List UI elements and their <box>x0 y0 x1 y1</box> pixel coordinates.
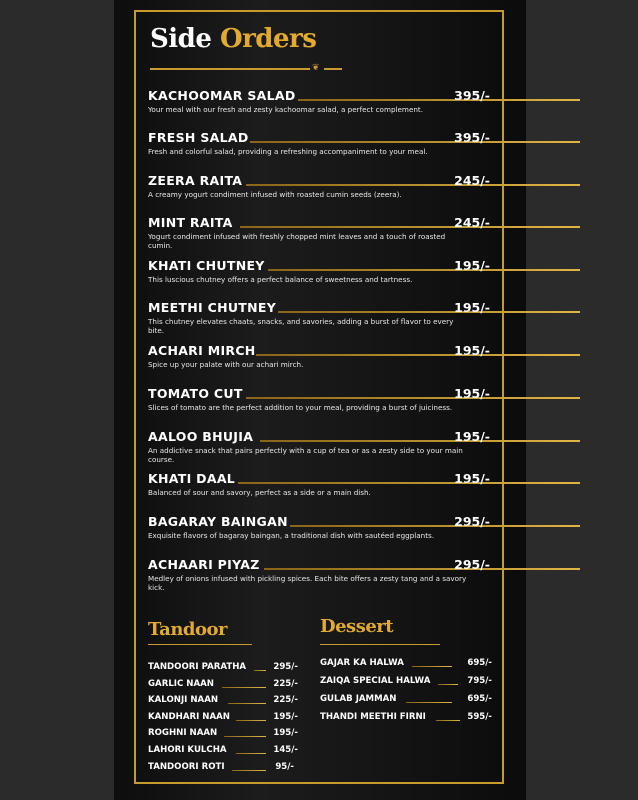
tandoor-leader-line <box>236 720 266 721</box>
dessert-leader-line <box>438 684 458 685</box>
dessert-item-price: 695/- <box>467 658 492 668</box>
dessert-item <box>320 694 492 706</box>
item-leader-line <box>238 482 580 484</box>
item-price: 395/- <box>454 130 490 145</box>
title-divider-left <box>150 68 310 70</box>
item-leader-line <box>260 440 580 442</box>
title-ornament-icon: ❦ <box>312 63 320 73</box>
menu-item <box>148 300 490 335</box>
dessert-title: Dessert <box>320 616 394 637</box>
dessert-item-name: GULAB JAMMAN <box>320 694 397 704</box>
dessert-leader-line <box>412 666 452 667</box>
tandoor-leader-line <box>236 753 266 754</box>
tandoor-item-name: KANDHARI NAAN <box>148 712 230 722</box>
item-leader-line <box>240 226 580 228</box>
item-name: ACHAARI PIYAZ <box>148 557 260 572</box>
item-leader-line <box>264 568 580 570</box>
tandoor-item <box>148 745 298 757</box>
tandoor-item-name: ROGHNI NAAN <box>148 728 218 738</box>
tandoor-item-price: 225/- <box>273 695 298 705</box>
tandoor-leader-line <box>222 687 266 688</box>
item-price: 195/- <box>454 429 490 444</box>
tandoor-item-name: LAHORI KULCHA <box>148 745 227 755</box>
item-description: An addictive snack that pairs perfectly with a cup of tea or as a zesty side to your main course. <box>148 446 463 464</box>
item-description: Your meal with our fresh and zesty kachoomar salad, a perfect complement. <box>148 105 424 114</box>
tandoor-divider <box>148 644 252 645</box>
item-name: KHATI DAAL <box>148 471 236 486</box>
item-price: 195/- <box>454 386 490 401</box>
item-price: 245/- <box>454 173 490 188</box>
dessert-leader-line <box>436 720 460 721</box>
item-leader-line <box>256 354 580 356</box>
tandoor-item <box>148 762 294 774</box>
tandoor-item-price: 295/- <box>273 662 298 672</box>
menu-item <box>148 173 490 199</box>
item-description: Slices of tomato are the perfect addition to your meal, providing a burst of juiciness. <box>148 403 453 412</box>
item-name: ACHARI MIRCH <box>148 343 256 358</box>
tandoor-item <box>148 712 298 724</box>
tandoor-leader-line <box>232 770 266 771</box>
tandoor-leader-line <box>254 670 266 671</box>
dessert-item-price: 695/- <box>467 694 492 704</box>
item-name: AALOO BHUJIA <box>148 429 254 444</box>
item-price: 195/- <box>454 300 490 315</box>
dessert-item-price: 795/- <box>467 676 492 686</box>
page-title <box>150 24 316 54</box>
item-name: ZEERA RAITA <box>148 173 243 188</box>
tandoor-item-price: 95/- <box>275 762 294 772</box>
menu-item <box>148 88 490 114</box>
item-description: A creamy yogurt condiment infused with roasted cumin seeds (zeera). <box>148 190 402 199</box>
dessert-item <box>320 712 492 724</box>
item-name: MINT RAITA <box>148 215 233 230</box>
dessert-item <box>320 676 492 688</box>
menu-item <box>148 514 490 540</box>
tandoor-item-price: 225/- <box>273 679 298 689</box>
item-name: TOMATO CUT <box>148 386 243 401</box>
item-name: KACHOOMAR SALAD <box>148 88 296 103</box>
item-description: Balanced of sour and savory, perfect as a side or a main dish. <box>148 488 371 497</box>
item-price: 395/- <box>454 88 490 103</box>
tandoor-item-name: GARLIC NAAN <box>148 679 214 689</box>
item-description: This luscious chutney offers a perfect balance of sweetness and tartness. <box>148 275 413 284</box>
tandoor-item-price: 195/- <box>273 728 298 738</box>
menu-item <box>148 215 490 250</box>
item-description: Yogurt condiment infused with freshly chopped mint leaves and a touch of roasted cumin. <box>148 232 446 250</box>
tandoor-item <box>148 679 298 691</box>
tandoor-item-price: 145/- <box>273 745 298 755</box>
dessert-leader-line <box>406 702 452 703</box>
item-description: Fresh and colorful salad, providing a refreshing accompaniment to your meal. <box>148 147 428 156</box>
item-description: Medley of onions infused with pickling spices. Each bite offers a zesty tang and a savory kick. <box>148 574 467 592</box>
tandoor-item-name: TANDOORI PARATHA <box>148 662 247 672</box>
tandoor-leader-line <box>228 703 266 704</box>
tandoor-item <box>148 728 298 740</box>
item-price: 295/- <box>454 514 490 529</box>
tandoor-item-name: KALONJI NAAN <box>148 695 219 705</box>
dessert-divider <box>320 644 440 645</box>
tandoor-title: Tandoor <box>148 619 228 640</box>
item-name: MEETHI CHUTNEY <box>148 300 277 315</box>
item-description: Exquisite flavors of bagaray baingan, a traditional dish with sautéed eggplants. <box>148 531 435 540</box>
item-leader-line <box>246 397 580 399</box>
item-leader-line <box>250 141 580 143</box>
item-price: 195/- <box>454 258 490 273</box>
tandoor-leader-line <box>224 736 266 737</box>
dessert-item <box>320 658 492 670</box>
item-price: 195/- <box>454 343 490 358</box>
dessert-item-price: 595/- <box>467 712 492 722</box>
item-leader-line <box>290 525 580 527</box>
menu-item <box>148 258 490 284</box>
title-divider-right <box>324 68 342 70</box>
tandoor-item <box>148 662 298 674</box>
item-name: BAGARAY BAINGAN <box>148 514 288 529</box>
item-price: 245/- <box>454 215 490 230</box>
menu-item <box>148 386 490 412</box>
item-leader-line <box>268 269 580 271</box>
menu-item <box>148 130 490 156</box>
dessert-item-name: GAJAR KA HALWA <box>320 658 404 668</box>
item-description: This chutney elevates chaats, snacks, and savories, adding a burst of flavor to every bite. <box>148 317 454 335</box>
title-word-side: Side <box>150 24 212 54</box>
item-price: 195/- <box>454 471 490 486</box>
item-name: KHATI CHUTNEY <box>148 258 265 273</box>
menu-item <box>148 557 490 592</box>
item-description: Spice up your palate with our achari mirch. <box>148 360 304 369</box>
item-name: FRESH SALAD <box>148 130 249 145</box>
dessert-item-name: ZAIQA SPECIAL HALWA <box>320 676 431 686</box>
title-word-orders: Orders <box>219 24 317 54</box>
item-leader-line <box>246 184 580 186</box>
tandoor-item <box>148 695 298 707</box>
menu-item <box>148 471 490 497</box>
menu-item <box>148 429 490 464</box>
item-price: 295/- <box>454 557 490 572</box>
tandoor-item-name: TANDOORI ROTI <box>148 762 225 772</box>
item-leader-line <box>278 311 580 313</box>
menu-item <box>148 343 490 369</box>
dessert-item-name: THANDI MEETHI FIRNI <box>320 712 426 722</box>
tandoor-item-price: 195/- <box>273 712 298 722</box>
item-leader-line <box>298 99 580 101</box>
